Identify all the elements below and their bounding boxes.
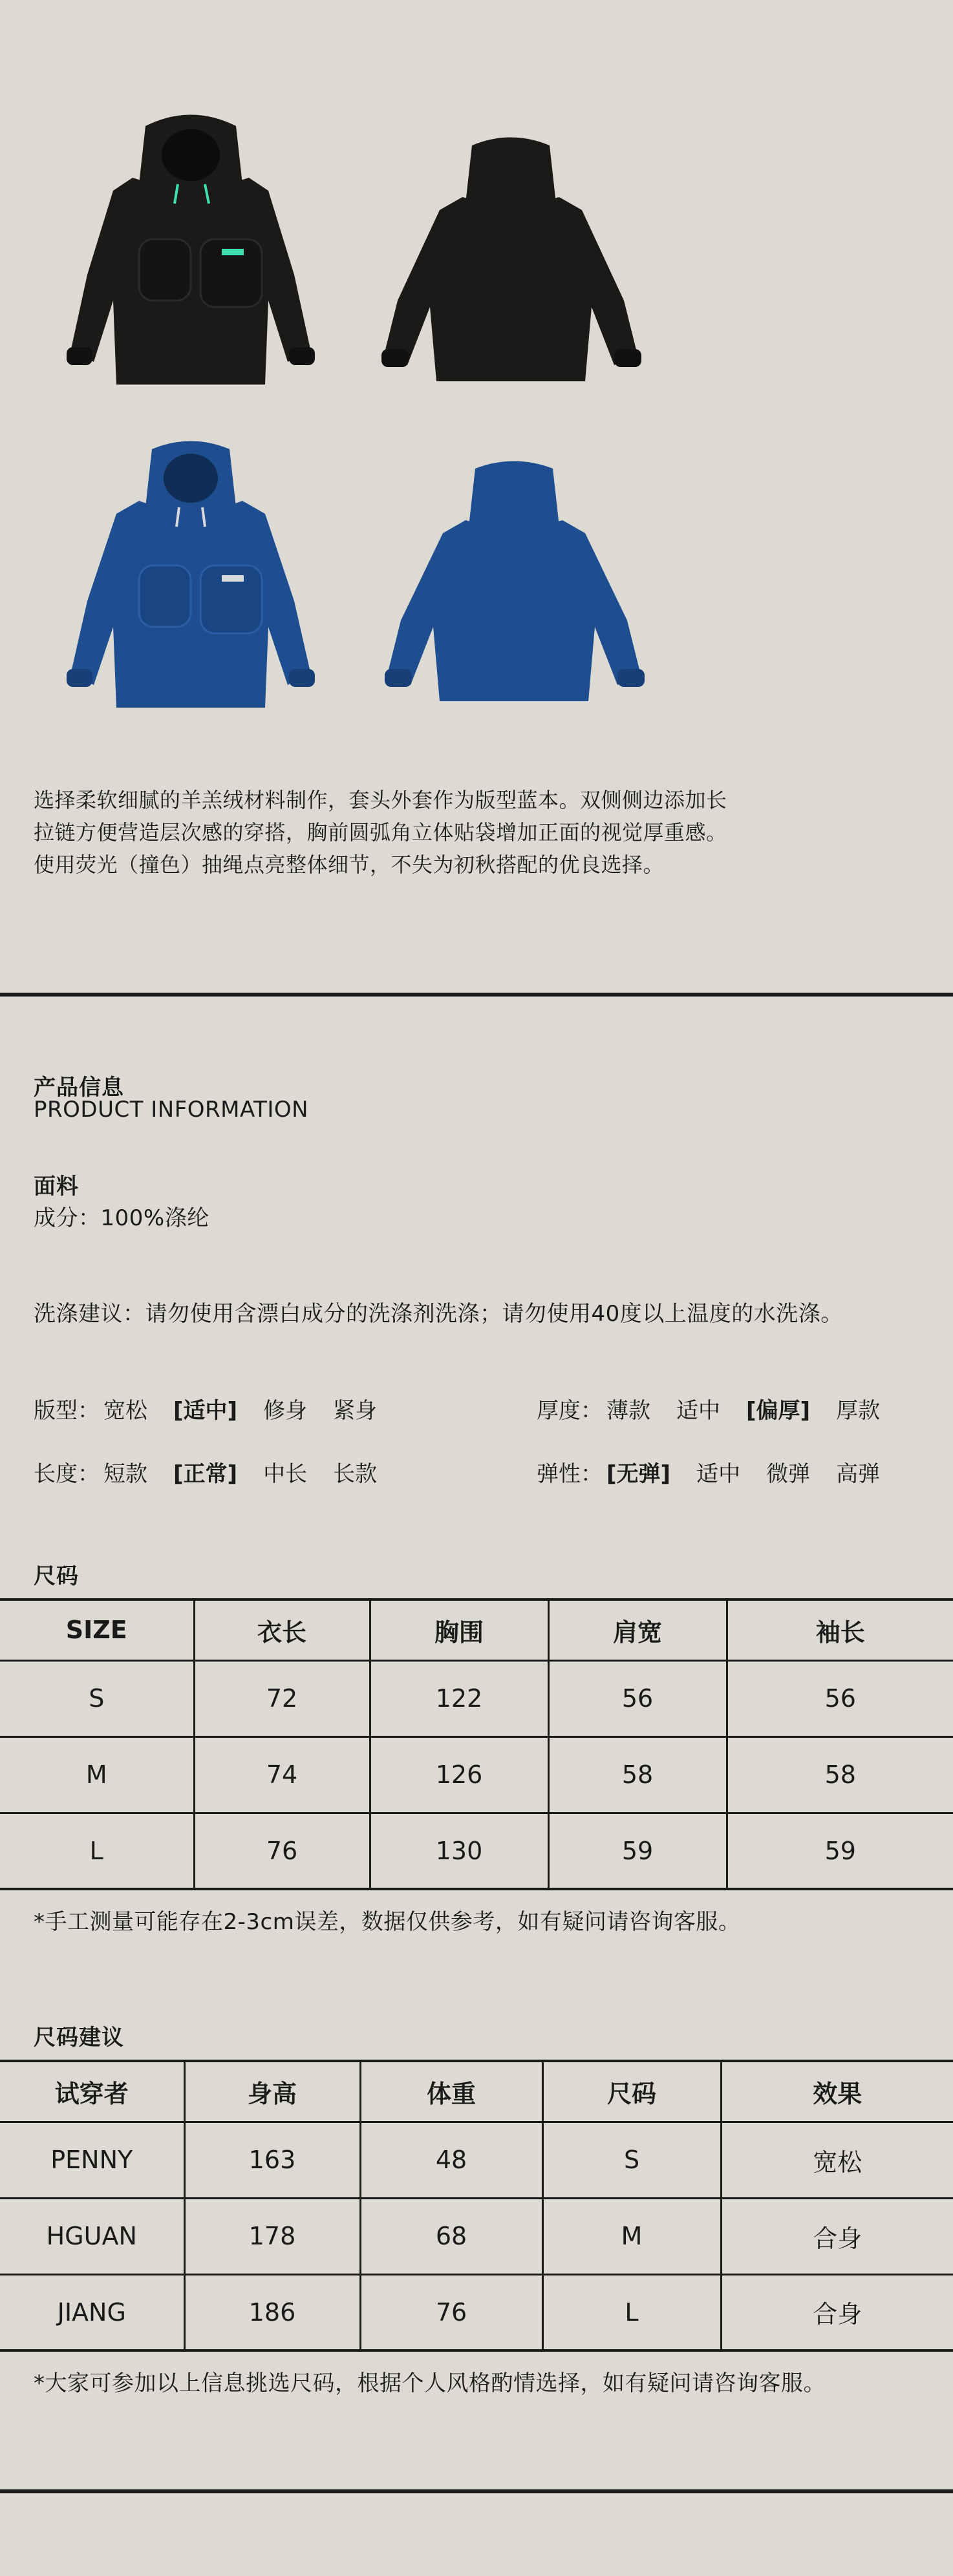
table-row	[0, 1737, 953, 1813]
size-chart-table	[0, 1598, 953, 1890]
table-row	[0, 1660, 953, 1737]
table-cell: 48	[360, 2122, 542, 2198]
attribute-option-selected: [无弹]	[606, 1461, 671, 1487]
fabric-composition: 成分：100%涤纶	[34, 1205, 209, 1231]
size-chart-title: 尺码	[34, 1563, 79, 1589]
description-line: 使用荧光（撞色）抽绳点亮整体细节，不失为初秋搭配的优良选择。	[34, 852, 665, 877]
table-cell: 72	[194, 1660, 370, 1737]
product-info-title-en: PRODUCT INFORMATION	[34, 1097, 309, 1123]
table-cell: 59	[727, 1813, 953, 1889]
thickness-attribute	[537, 1393, 880, 1424]
table-row	[0, 2122, 953, 2198]
table-header-cell: SIZE	[0, 1599, 194, 1660]
size-advice-title: 尺码建议	[34, 2025, 124, 2051]
black-hoodie-front-image	[36, 107, 346, 391]
table-cell: 58	[727, 1737, 953, 1813]
table-cell: 186	[184, 2274, 360, 2350]
table-row	[0, 1813, 953, 1889]
table-cell: 76	[360, 2274, 542, 2350]
attribute-label: 长度：	[34, 1461, 100, 1487]
length-attribute	[34, 1456, 403, 1488]
attribute-option: 短款	[103, 1461, 147, 1487]
table-cell: 合身	[721, 2274, 953, 2350]
attribute-option: 宽松	[103, 1398, 147, 1424]
washing-advice: 洗涤建议：请勿使用含漂白成分的洗涤剂洗涤；请勿使用40度以上温度的水洗涤。	[34, 1301, 843, 1327]
blue-hoodie-front-image	[36, 439, 346, 711]
table-header-cell: 身高	[184, 2061, 360, 2122]
table-header-row	[0, 1599, 953, 1660]
attribute-option-selected: [偏厚]	[746, 1398, 811, 1424]
product-description	[34, 784, 874, 881]
table-cell: 合身	[721, 2198, 953, 2274]
attribute-option: 修身	[263, 1398, 308, 1424]
table-cell: M	[0, 1737, 194, 1813]
table-cell: 130	[370, 1813, 548, 1889]
table-header-cell: 袖长	[727, 1599, 953, 1660]
table-cell: 56	[727, 1660, 953, 1737]
attribute-option: 紧身	[333, 1398, 378, 1424]
table-header-cell: 胸围	[370, 1599, 548, 1660]
table-cell: S	[542, 2122, 721, 2198]
attribute-option: 中长	[263, 1461, 308, 1487]
attribute-option: 适中	[676, 1398, 720, 1424]
description-line: 选择柔软细腻的羊羔绒材料制作，套头外套作为版型蓝本。双侧侧边添加长	[34, 788, 727, 812]
table-cell: 163	[184, 2122, 360, 2198]
attribute-label: 版型：	[34, 1398, 100, 1424]
table-header-cell: 体重	[360, 2061, 542, 2122]
table-header-cell: 衣长	[194, 1599, 370, 1660]
table-cell: 宽松	[721, 2122, 953, 2198]
table-cell: 56	[548, 1660, 727, 1737]
attribute-option: 薄款	[606, 1398, 650, 1424]
attribute-option: 高弹	[836, 1461, 881, 1487]
table-cell: S	[0, 1660, 194, 1737]
table-header-cell: 尺码	[542, 2061, 721, 2122]
table-cell: L	[542, 2274, 721, 2350]
size-advice-note: *大家可参加以上信息挑选尺码，根据个人风格酌情选择，如有疑问请咨询客服。	[34, 2370, 826, 2396]
attribute-label: 弹性：	[537, 1461, 603, 1487]
attribute-option: 微弹	[766, 1461, 811, 1487]
blue-hoodie-back-image	[356, 459, 672, 711]
table-row	[0, 2274, 953, 2350]
table-cell: 178	[184, 2198, 360, 2274]
table-row	[0, 2198, 953, 2274]
table-cell: 59	[548, 1813, 727, 1889]
table-cell: PENNY	[0, 2122, 184, 2198]
size-advice-table	[0, 2060, 953, 2352]
table-cell: 76	[194, 1813, 370, 1889]
attribute-option: 适中	[696, 1461, 741, 1487]
table-header-cell: 效果	[721, 2061, 953, 2122]
table-header-row	[0, 2061, 953, 2122]
section-divider	[0, 2489, 953, 2493]
table-cell: M	[542, 2198, 721, 2274]
fabric-title: 面料	[34, 1174, 79, 1199]
description-line: 拉链方便营造层次感的穿搭，胸前圆弧角立体贴袋增加正面的视觉厚重感。	[34, 820, 727, 845]
product-info-title: 产品信息	[34, 1075, 124, 1101]
fit-attribute	[34, 1393, 403, 1424]
size-chart-note: *手工测量可能存在2-3cm误差，数据仅供参考，如有疑问请咨询客服。	[34, 1909, 741, 1935]
table-header-cell: 肩宽	[548, 1599, 727, 1660]
section-divider	[0, 993, 953, 997]
attribute-option-selected: [适中]	[173, 1398, 238, 1424]
elasticity-attribute	[537, 1456, 880, 1488]
table-cell: 126	[370, 1737, 548, 1813]
attribute-label: 厚度：	[537, 1398, 603, 1424]
table-cell: 122	[370, 1660, 548, 1737]
table-cell: 74	[194, 1737, 370, 1813]
table-header-cell: 试穿者	[0, 2061, 184, 2122]
table-cell: 68	[360, 2198, 542, 2274]
table-cell: L	[0, 1813, 194, 1889]
attribute-option-selected: [正常]	[173, 1461, 238, 1487]
black-hoodie-back-image	[352, 132, 669, 391]
table-cell: JIANG	[0, 2274, 184, 2350]
table-cell: HGUAN	[0, 2198, 184, 2274]
attribute-option: 长款	[333, 1461, 378, 1487]
table-cell: 58	[548, 1737, 727, 1813]
attribute-option: 厚款	[836, 1398, 881, 1424]
